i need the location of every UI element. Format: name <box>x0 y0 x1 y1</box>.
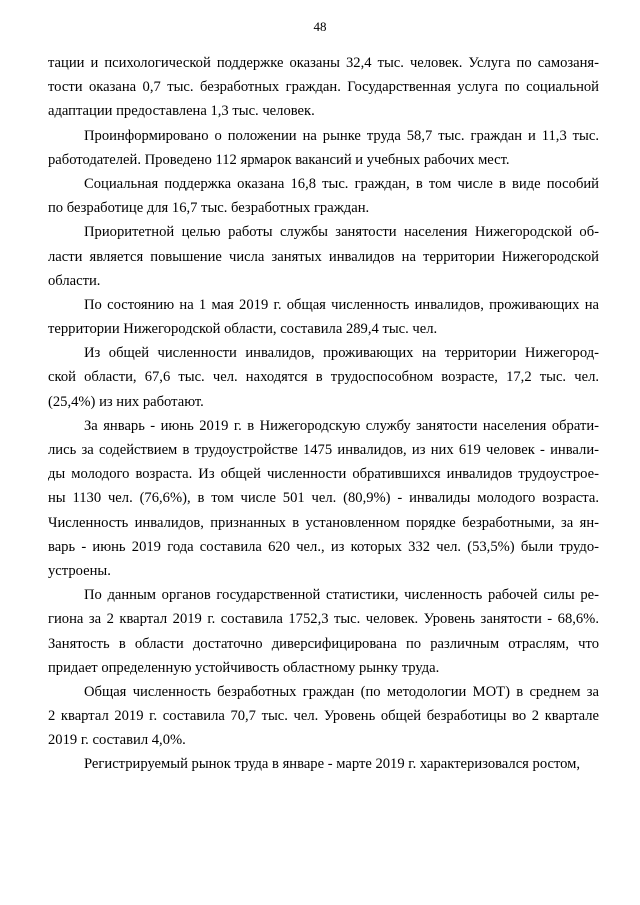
text-line: 2019 г. составил 4,0%. <box>48 732 186 749</box>
text-line: ласти является повышение числа занятых инвалидов на территории Нижегородской <box>48 248 599 265</box>
document-body <box>48 51 599 777</box>
text-line: Из общей численности инвалидов, проживающих на территории Нижегород- <box>84 345 599 362</box>
text-line: ды молодого возраста. Из общей численности обратившихся инвалидов трудоустрое- <box>48 466 599 483</box>
text-line: гиона за 2 квартал 2019 г. составила 1752,3 тыс. человек. Уровень занятости - 68,6%. <box>48 611 599 628</box>
text-line: варь - июнь 2019 года составила 620 чел., из которых 332 чел. (53,5%) были трудо- <box>48 538 599 555</box>
paragraph <box>48 293 599 341</box>
text-line: За январь - июнь 2019 г. в Нижегородскую службу занятости населения обрати- <box>84 417 599 434</box>
paragraph <box>48 680 599 753</box>
text-line: По данным органов государственной статистики, численность рабочей силы ре- <box>84 587 599 604</box>
text-line: по безработице для 16,7 тыс. безработных граждан. <box>48 200 370 217</box>
text-line: Проинформировано о положении на рынке труда 58,7 тыс. граждан и 11,3 тыс. <box>84 127 599 144</box>
paragraph <box>48 583 599 680</box>
text-line: территории Нижегородской области, составила 289,4 тыс. чел. <box>48 321 438 338</box>
text-line: тации и психологической поддержке оказаны 32,4 тыс. человек. Услуга по самозаня- <box>48 55 599 71</box>
paragraph <box>48 220 599 293</box>
text-line: устроены. <box>48 562 111 579</box>
text-line: Численность инвалидов, признанных в установленном порядке безработными, за ян- <box>48 514 599 531</box>
paragraph <box>48 51 599 124</box>
paragraph <box>48 172 599 220</box>
text-line: ны 1130 чел. (76,6%), в том числе 501 чел. (80,9%) - инвалиды молодого возраста. <box>48 490 599 507</box>
text-line: тости оказана 0,7 тыс. безработных граждан. Государственная услуга по социальной <box>48 79 599 96</box>
text-line: лись за содействием в трудоустройстве 1475 инвалидов, из них 619 человек - инвали- <box>48 442 599 458</box>
text-line: Общая численность безработных граждан (по методологии МОТ) в среднем за <box>84 683 599 700</box>
text-line: Занятость в области достаточно диверсифицирована по различным отраслям, что <box>48 635 599 652</box>
text-line: По состоянию на 1 мая 2019 г. общая численность инвалидов, проживающих на <box>84 296 599 313</box>
paragraph <box>48 124 599 172</box>
page-number: 48 <box>313 19 327 34</box>
text-line: работодателей. Проведено 112 ярмарок вакансий и учебных рабочих мест. <box>48 151 510 168</box>
text-line: Регистрируемый рынок труда в январе - марте 2019 г. характеризовался ростом, <box>84 756 581 773</box>
text-line: Социальная поддержка оказана 16,8 тыс. граждан, в том числе в виде пособий <box>84 175 599 192</box>
text-line: 2 квартал 2019 г. составила 70,7 тыс. чел. Уровень общей безработицы во 2 квартале <box>48 708 599 725</box>
paragraph <box>48 414 599 583</box>
paragraph <box>48 341 599 414</box>
text-line: адаптации предоставлена 1,3 тыс. человек. <box>48 103 315 120</box>
text-line: придает определенную устойчивость областному рынку труда. <box>48 659 440 676</box>
paragraph <box>48 752 599 776</box>
text-line: (25,4%) из них работают. <box>48 393 204 410</box>
text-line: Приоритетной целью работы службы занятости населения Нижегородской об- <box>84 224 599 241</box>
text-line: ской области, 67,6 тыс. чел. находятся в трудоспособном возрасте, 17,2 тыс. чел. <box>48 369 599 386</box>
text-line: области. <box>48 272 101 289</box>
